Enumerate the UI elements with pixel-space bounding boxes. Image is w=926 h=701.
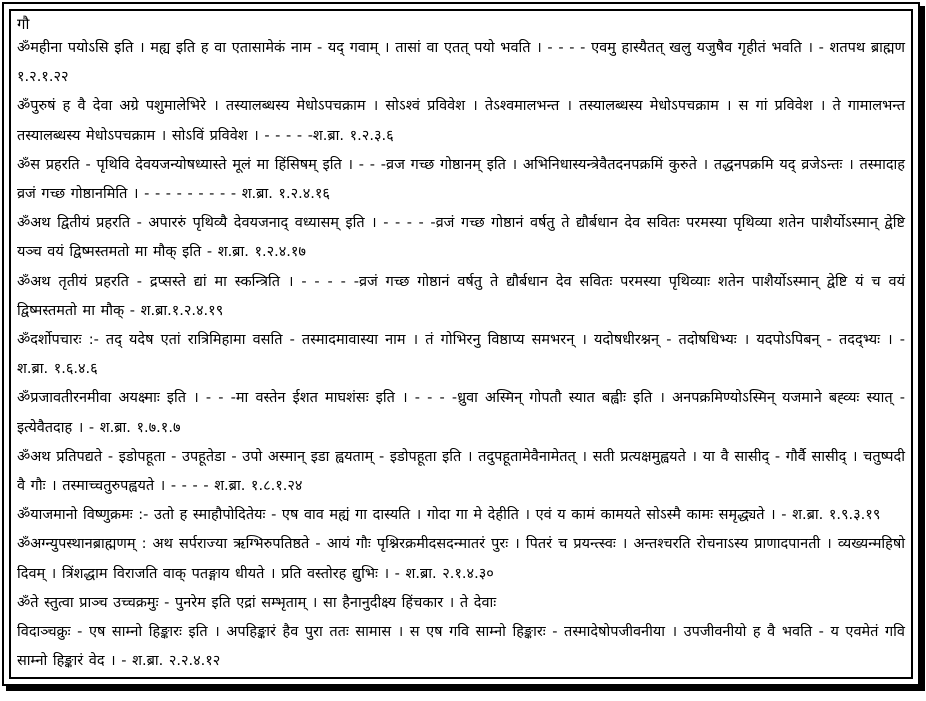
document-outer-frame <box>2 2 920 686</box>
paragraph-5: ॐअथ तृतीयं प्रहरति - द्रप्सस्ते द्यां मा स्कन्त्रिति । - - - - -व्रजं गच्छ गोष्ठानं वर्षतु ते द्यौर्बधान देव सवितः परमस्या पृथिव्याः शतेन पाशैर्योऽस्मान् द्वेष्टि यं च वयं द्विष्मस्तमतो मा मौक् - श.ब्रा.१.२.४.१९ <box>17 273 905 319</box>
paragraph-list <box>17 34 905 676</box>
document-inner-frame <box>9 9 913 679</box>
paragraph-3: ॐस प्रहरति - पृथिवि देवयजन्योषध्यास्ते मूलं मा हिंसिषम् इति । - - -व्रज गच्छ गोष्ठानम् इति । अभिनिधास्यन्त्रेवैतदनपक्रमिं कुरुते । तद्धनपक्रमि यद् व्रजेऽन्तः । तस्मादाह व्रजं गच्छ गोष्ठानमिति । - - - - - - - - - श.ब्रा. १.२.४.१६ <box>17 156 905 203</box>
document-title: गौ <box>17 15 30 33</box>
frame-shadow-bottom <box>6 686 925 691</box>
paragraph-8: ॐअथ प्रतिपद्यते - इडोपहूता - उपहूतेडा - उपो अस्मान् इडा ह्वयताम् - इडोपहूता इति । तदुपहूतामेवैनामेतत् । सती प्रत्यक्षमुह्वयते । या वै सासीद् - गौर्वै सासीद् । चतुष्पदी वै गौः । तस्माच्चतुरुपह्वयते । - - - - श.ब्रा. १.८.१.२४ <box>17 448 905 495</box>
paragraph-1: ॐमहीना पयोऽसि इति । मह्य इति ह वा एतासामेकं नाम - यद् गवाम् । तासां वा एतत् पयो भवति । - - - - एवमु हास्यैतत् खलु यजुषैव गृहीतं भवति । - शतपथ ब्राह्मण १.२.१.२२ <box>17 40 905 86</box>
paragraph-4: ॐअथ द्वितीयं प्रहरति - अपाररुं पृथिव्यै देवयजनाद् वध्यासम् इति । - - - - -व्रजं गच्छ गोष्ठानं वर्षतु ते द्यौर्बधान देव सवितः परमस्या पृथिव्या शतेन पाशैर्योऽस्मान् द्वेष्टि यञ्च वयं द्विष्मस्तमतो मा मौक् इति - श.ब्रा. १.२.४.१७ <box>17 215 905 261</box>
frame-shadow-right <box>920 6 925 690</box>
paragraph-12: विदाञ्चक्रुः - एष साम्नो हिङ्कारः इति । अपहिङ्कारं हैव पुरा ततः सामास । स एष गवि साम्नो हिङ्कारः - तस्मादेषोपजीवनीया । उपजीवनीयो ह वै भवति - य एवमेतं गवि साम्नो हिङ्कारं वेद । - श.ब्रा. २.२.४.१२ <box>17 624 905 670</box>
paragraph-9: ॐयाजमानो विष्णुक्रमः :- उतो ह स्माहौपोदितेयः - एष वाव मह्यं गा दास्यति । गोदा गा मे देहीति । एवं य कामं कामयते सोऽस्मै कामः समृद्ध्यते । - श.ब्रा. १.९.३.१९ <box>17 507 881 524</box>
paragraph-7: ॐप्रजावतीरनमीवा अयक्ष्माः इति । - - -मा वस्तेन ईशत माघशंसः इति । - - - -ध्रुवा अस्मिन् गोपतौ स्यात बह्वीः इति । अनपक्रमिण्योऽस्मिन् यजमाने बह्व्यः स्यात् - इत्येवैतदाह । - श.ब्रा. १.७.१.७ <box>17 390 905 436</box>
paragraph-2: ॐपुरुषं ह वै देवा अग्रे पशुमालेभिरे । तस्यालब्धस्य मेधोऽपचक्राम । सोऽश्वं प्रविवेश । तेऽश्वमालभन्त । तस्यालब्धस्य मेधोऽपचक्राम । स गां प्रविवेश । ते गामालभन्त तस्यालब्धस्य मेधोऽपचक्राम । सोऽविं प्रविवेश । - - - - -श.ब्रा. १.२.३.६ <box>17 98 905 144</box>
paragraph-6: ॐदर्शोपचारः :- तद् यदेष एतां रात्रिमिहामा वसति - तस्मादमावास्या नाम । तं गोभिरनु विष्ठाप्य समभरन् । यदोषधीरश्नन् - तदोषधिभ्यः । यदपोऽपिबन् - तदद्भ्यः । - श.ब्रा. १.६.४.६ <box>17 332 905 378</box>
paragraph-10: ॐअग्न्युपस्थानब्राह्मणम् : अथ सर्पराज्या ऋग्भिरुपतिष्ठते - आयं गौः पृश्निरक्रमीदसदन्मातरं पुरः । पितरं च प्रयन्त्स्वः । अन्तश्चरति रोचनाऽस्य प्राणादपानती । व्यख्यन्महिषो दिवम् । त्रिंशद्धाम विराजति वाक् पतङ्गाय धीयते । प्रति वस्तोरह द्युभिः । - श.ब्रा. २.१.४.३० <box>17 536 905 582</box>
paragraph-11: ॐते स्तुत्वा प्राञ्च उच्चक्रमुः - पुनरेम इति एद्रां सम्भृताम् । सा हैनानुदीक्ष्य हिंचकार । ते देवाः <box>17 594 497 611</box>
